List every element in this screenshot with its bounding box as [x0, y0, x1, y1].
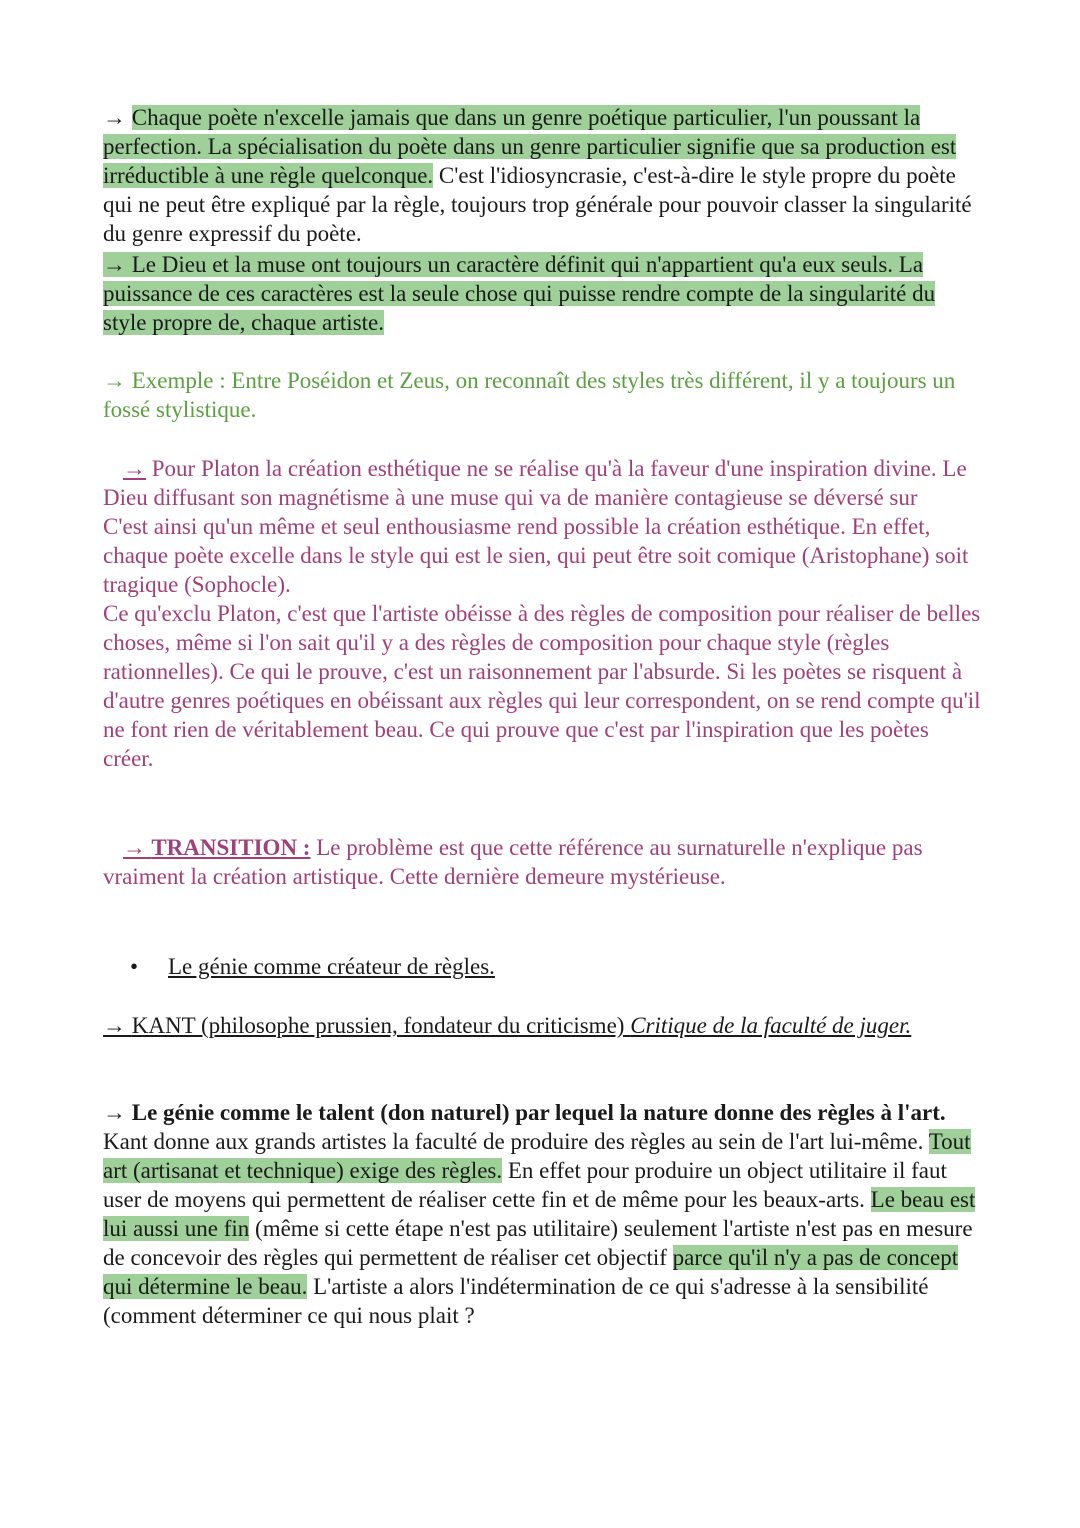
highlighted-text: Tout art (artisanat et technique) exige des règles. — [103, 1129, 971, 1183]
highlighted-text: Le beau est lui aussi une fin — [103, 1187, 976, 1241]
bullet-heading — [130, 952, 495, 981]
paragraph-text: Kant donne aux grands artistes la faculté de produire des règles au sein de l'art lui-même. — [103, 1129, 929, 1154]
paragraph-poete-genre — [103, 103, 983, 248]
paragraph-dieu-muse — [103, 250, 983, 337]
paragraph-text: Le problème est que cette référence au surnaturelle n'explique pas vraiment la création artistique. Cette dernière demeure mystérieuse. — [103, 835, 923, 889]
arrow-icon: → — [103, 1013, 126, 1038]
bullet-icon: • — [130, 954, 139, 979]
paragraph-text: (même si cette étape n'est pas utilitaire) seulement l'artiste n'est pas en mesure de concevoir des règles qui permettent de réaliser cet objectif — [103, 1216, 973, 1270]
highlighted-text: Chaque poète n'excelle jamais que dans un genre poétique particulier, l'un poussant la perfection. La spécialisation du poète dans un genre particulier signifie que sa production est irréductible à une règle quelconque. — [103, 105, 957, 188]
section-heading: Le génie comme créateur de règles. — [168, 954, 495, 979]
highlighted-text: Le Dieu et la muse ont toujours un caractère définit qui n'appartient qu'a eux seuls. La puissance de ces caractères est la seule chose qui puisse rendre compte de la singularité du style propre de, chaque artiste. — [103, 252, 936, 335]
paragraph-text: C'est ainsi qu'un même et seul enthousiasme rend possible la création esthétique. En effet, chaque poète excelle dans le style qui est le sien, qui peut être soit comique (Aristophane) soit tragique (Sophocle). — [103, 514, 969, 597]
paragraph-text: Pour Platon la création esthétique ne se réalise qu'à la faveur d'une inspiration divine. Le Dieu diffusant son magnétisme à une muse qui va de manière contagieuse se déversé sur — [103, 456, 967, 510]
reference-text: KANT (philosophe prussien, fondateur du criticisme) — [131, 1013, 625, 1038]
arrow-icon: → — [123, 456, 146, 481]
arrow-icon: → — [103, 1100, 126, 1125]
paragraph-text: L'artiste a alors l'indétermination de ce qui s'adresse à la sensibilité (comment déterminer ce qui nous plait ? — [103, 1274, 929, 1328]
paragraph-text: C'est l'idiosyncrasie, c'est-à-dire le style propre du poète qui ne peut être expliqué par la règle, toujours trop générale pour pouvoir classer la singularité du genre expressif du poète. — [103, 163, 972, 246]
highlighted-text: parce qu'il n'y a pas de concept qui détermine le beau. — [103, 1245, 959, 1299]
bold-text: Le génie comme le talent (don naturel) par lequel la nature donne des règles à l'art. — [131, 1100, 946, 1125]
paragraph-transition — [103, 833, 983, 891]
arrow-icon: → — [103, 105, 126, 130]
arrow-icon: → — [103, 368, 126, 393]
paragraph-exemple — [103, 366, 983, 424]
paragraph-genie — [103, 1098, 983, 1330]
arrow-icon: → — [123, 835, 146, 860]
arrow-icon: → — [103, 252, 126, 277]
paragraph-text: Ce qu'exclu Platon, c'est que l'artiste obéisse à des règles de composition pour réaliser de belles choses, même si l'on sait qu'il y a des règles de composition pour chaque style (règles rationnelles). Ce qui le prouve, c'est un raisonnement par l'absurde. Si les poètes se risquent à d'autre genres poétiques en obéissant aux règles qui leur correspondent, on se rend compte qu'il ne font rien de véritablement beau. Ce qui prouve que c'est par l'inspiration que les poètes créer. — [103, 601, 981, 771]
transition-label: TRANSITION : — [151, 835, 311, 860]
paragraph-kant-reference — [103, 1011, 983, 1040]
paragraph-text: Exemple : Entre Poséidon et Zeus, on reconnaît des styles très différent, il y a toujours un fossé stylistique. — [103, 368, 956, 422]
paragraph-text: En effet pour produire un object utilitaire il faut user de moyens qui permettent de réaliser cette fin et de même pour les beaux-arts. — [103, 1158, 947, 1212]
paragraph-platon — [103, 454, 983, 773]
book-title: Critique de la faculté de juger. — [630, 1013, 912, 1038]
